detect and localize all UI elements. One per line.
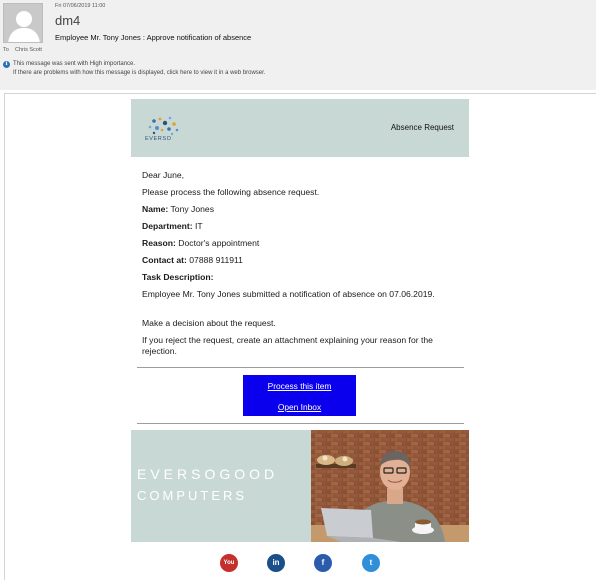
info-icon: i xyxy=(3,61,10,68)
department-value: IT xyxy=(195,221,203,231)
message-subject: Employee Mr. Tony Jones : Approve notification of absence xyxy=(55,33,252,42)
banner-title: Absence Request xyxy=(390,123,454,132)
logo-text: EVERSO xyxy=(145,136,172,142)
contact-row xyxy=(142,255,243,265)
department-row xyxy=(142,221,203,231)
contact-label: Contact at: xyxy=(142,255,187,265)
promo-banner xyxy=(131,430,469,542)
promo-line-2: COMPUTERS xyxy=(137,488,248,503)
action-button-box xyxy=(243,375,356,416)
process-item-link[interactable]: Process this item xyxy=(267,381,332,391)
sender-name[interactable]: dm4 xyxy=(55,13,81,28)
department-label: Department: xyxy=(142,221,193,231)
intro-text: Please process the following absence request. xyxy=(142,187,320,197)
task-label: Task Description: xyxy=(142,272,214,282)
linkedin-label: in xyxy=(272,558,280,567)
message-date: Fri 07/06/2019 11:00 xyxy=(55,3,106,9)
mail-header xyxy=(0,0,596,90)
promo-line-1: EVERSOGOOD xyxy=(137,466,279,482)
reason-label: Reason: xyxy=(142,238,176,248)
reason-row xyxy=(142,238,259,248)
name-row xyxy=(142,204,214,214)
sender-avatar xyxy=(3,3,43,43)
divider-top xyxy=(137,367,464,368)
recipient-name[interactable]: Chris Scott xyxy=(15,47,42,53)
name-value: Tony Jones xyxy=(170,204,214,214)
twitter-label: t xyxy=(369,558,373,567)
facebook-label: f xyxy=(321,558,325,567)
greeting: Dear June, xyxy=(142,170,185,180)
contact-value: 07888 911911 xyxy=(189,255,243,265)
decision-text: Make a decision about the request. xyxy=(142,318,276,328)
facebook-icon[interactable] xyxy=(314,554,332,572)
task-description: Employee Mr. Tony Jones submitted a notification of absence on 07.06.2019. xyxy=(142,289,435,299)
importance-notice: This message was sent with High importance. xyxy=(13,61,136,67)
youtube-icon[interactable] xyxy=(220,554,238,572)
reason-value: Doctor's appointment xyxy=(178,238,260,248)
email-banner xyxy=(131,99,469,157)
open-inbox-link[interactable]: Open Inbox xyxy=(277,402,322,412)
reject-instructions: If you reject the request, create an attachment explaining your reason for the rejection. xyxy=(142,335,433,356)
linkedin-icon[interactable] xyxy=(267,554,285,572)
view-in-browser-link[interactable]: If there are problems with how this message is displayed, click here to view it in a web browser. xyxy=(13,70,266,76)
name-label: Name: xyxy=(142,204,169,214)
youtube-label: You xyxy=(223,560,235,566)
task-row xyxy=(142,272,213,282)
twitter-icon[interactable] xyxy=(362,554,380,572)
promo-photo-icon xyxy=(311,430,469,542)
divider-bottom xyxy=(137,423,464,424)
to-label: To xyxy=(3,47,9,53)
